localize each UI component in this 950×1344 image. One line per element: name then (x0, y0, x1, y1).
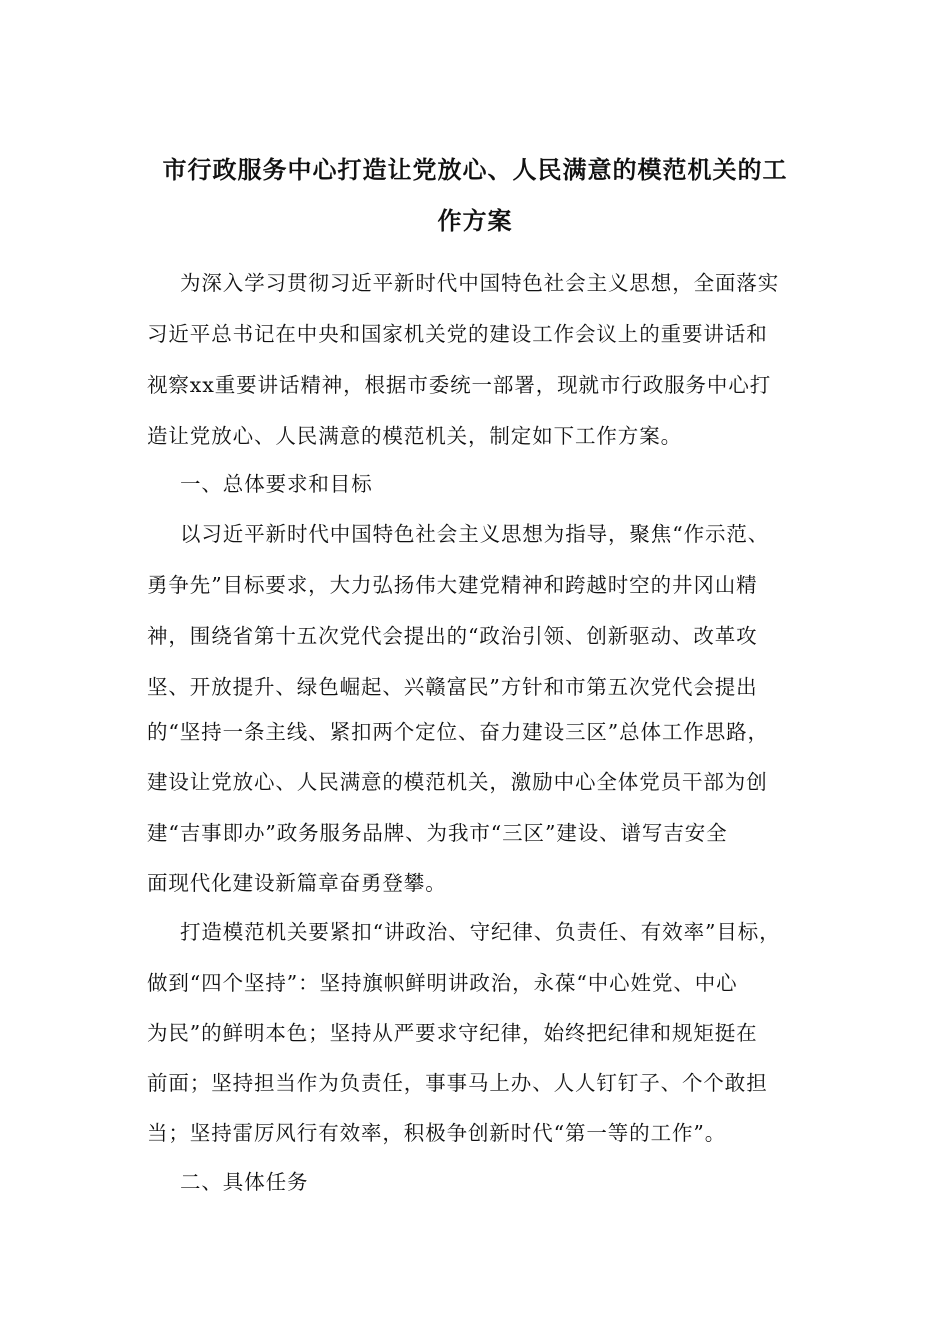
paragraph-model-line-2: 做到“四个坚持”：坚持旗帜鲜明讲政治，永葆“中心姓党、中心 (147, 971, 738, 995)
document-title-line-2: 作方案 (437, 206, 513, 235)
section-heading-1: 一、总体要求和目标 (180, 472, 373, 496)
paragraph-model-line-3: 为民”的鲜明本色；坚持从严要求守纪律，始终把纪律和规矩挺在 (147, 1021, 758, 1045)
paragraph-intro-line-3: 视察xx重要讲话精神，根据市委统一部署，现就市行政服务中心打 (147, 373, 772, 397)
paragraph-model-line-5: 当；坚持雷厉风行有效率，积极争创新时代“第一等的工作”。 (147, 1121, 727, 1145)
paragraph-goals-line-3: 神，围绕省第十五次党代会提出的“政治引领、创新驱动、改革攻 (147, 624, 758, 648)
paragraph-goals-line-6: 建设让党放心、人民满意的模范机关，激励中心全体党员干部为创 (147, 770, 768, 794)
paragraph-goals-line-5: 的“坚持一条主线、紧扣两个定位、奋力建设三区”总体工作思路， (147, 720, 769, 744)
paragraph-goals-line-8: 面现代化建设新篇章奋勇登攀。 (147, 871, 447, 895)
paragraph-goals-line-7: 建“吉事即办”政务服务品牌、为我市“三区”建设、谱写吉安全 (147, 821, 728, 845)
paragraph-goals-line-2: 勇争先”目标要求，大力弘扬伟大建党精神和跨越时空的井冈山精 (147, 573, 758, 597)
paragraph-model-line-1: 打造模范机关要紧扣“讲政治、守纪律、负责任、有效率”目标， (180, 920, 781, 944)
paragraph-intro-line-4: 造让党放心、人民满意的模范机关，制定如下工作方案。 (147, 424, 682, 448)
paragraph-intro-line-2: 习近平总书记在中央和国家机关党的建设工作会议上的重要讲话和 (147, 322, 768, 346)
paragraph-goals-line-1: 以习近平新时代中国特色社会主义思想为指导，聚焦“作示范、 (180, 522, 770, 546)
section-heading-2: 二、具体任务 (180, 1170, 309, 1194)
paragraph-goals-line-4: 坚、开放提升、绿色崛起、兴赣富民”方针和市第五次党代会提出 (147, 675, 758, 699)
paragraph-intro-line-1: 为深入学习贯彻习近平新时代中国特色社会主义思想，全面落实 (180, 271, 780, 295)
paragraph-model-line-4: 前面；坚持担当作为负责任，事事马上办、人人钉钉子、个个敢担 (147, 1071, 768, 1095)
document-title-line-1: 市行政服务中心打造让党放心、人民满意的模范机关的工 (162, 155, 788, 184)
